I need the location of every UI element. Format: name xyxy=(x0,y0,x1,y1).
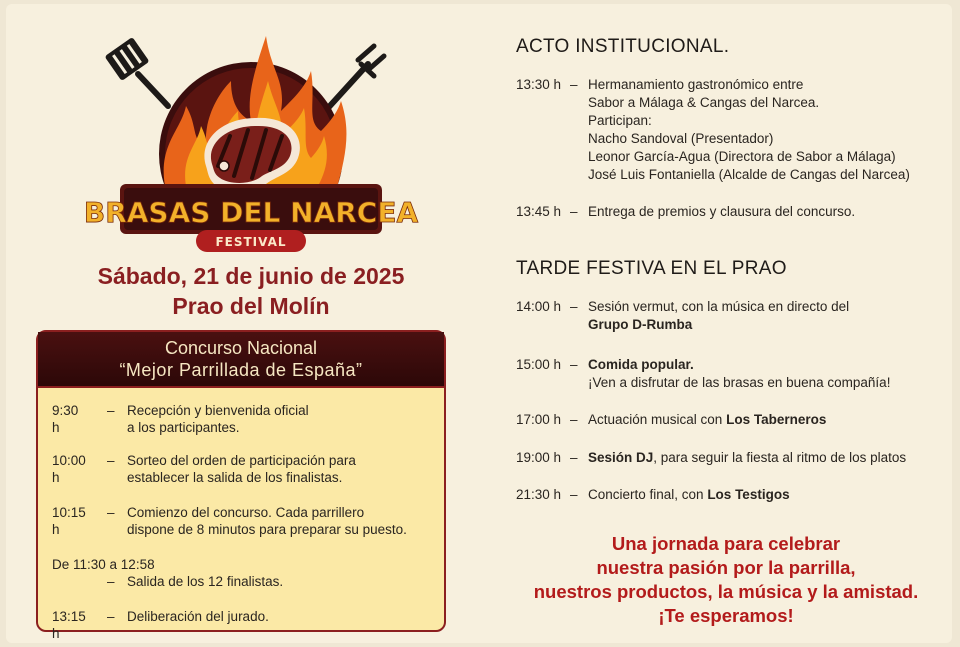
item-time: 13:30 h xyxy=(516,77,562,92)
item-dash: – xyxy=(570,77,578,92)
closing-line: nuestra pasión por la parrilla, xyxy=(596,557,856,578)
contest-title-line1: Concurso Nacional xyxy=(164,338,318,358)
item-text: Salida de los 12 finalistas. xyxy=(127,574,284,589)
item-time: 13:45 h xyxy=(516,204,562,219)
item-text: Comida popular. ¡Ven a disfrutar de las brasas en buena compañía! xyxy=(588,357,891,390)
item-dash: – xyxy=(107,574,115,589)
section-title-tarde: TARDE FESTIVA EN EL PRAO xyxy=(516,258,787,279)
item-time: 15:00 h xyxy=(516,357,562,372)
section-title-acto: ACTO INSTITUCIONAL. xyxy=(516,36,730,57)
closing-line: ¡Te esperamos! xyxy=(658,605,794,626)
item-text: Concierto final, con Los Testigos xyxy=(588,487,790,502)
item-time: 14:00 h xyxy=(516,299,562,314)
item-time: 17:00 h xyxy=(516,412,562,427)
contest-item xyxy=(52,556,432,592)
item-text: Deliberación del jurado. xyxy=(127,609,269,624)
item-dash: – xyxy=(107,453,115,468)
fork-icon xyxy=(328,46,384,108)
item-dash: – xyxy=(107,609,115,624)
item-time: 21:30 h xyxy=(516,487,562,502)
item-dash: – xyxy=(570,204,578,219)
festival-logo xyxy=(83,26,419,262)
closing-line: nuestros productos, la música y la amistad. xyxy=(533,581,919,602)
item-text: Hermanamiento gastronómico entre Sabor a Málaga & Cangas del Narcea. Participan: Nacho Sandoval (Presentador) Leonor García-Agua (Directora de Sabor a Málaga) José Luis Fontaniella (Alcalde de Cangas del Narcea) xyxy=(588,77,910,182)
contest-box xyxy=(36,330,446,641)
item-text: Entrega de premios y clausura del concurso. xyxy=(588,204,856,219)
contest-title-line2: “Mejor Parrillada de España” xyxy=(119,360,363,380)
event-place: Prao del Molín xyxy=(172,293,330,319)
item-time: 10:15 h xyxy=(52,505,86,537)
item-text: Recepción y bienvenida oficial a los participantes. xyxy=(127,403,309,435)
item-text: Sesión vermut, con la música en directo del Grupo D-Rumba xyxy=(588,299,850,332)
event-date: Sábado, 21 de junio de 2025 xyxy=(97,263,405,289)
closing-message xyxy=(506,532,946,628)
contest-header xyxy=(38,332,444,388)
poster xyxy=(6,4,952,643)
item-time: 9:30 h xyxy=(52,403,79,435)
item-text: Sorteo del orden de participación para establecer la salida de los finalistas. xyxy=(127,453,356,485)
logo-title: BRASAS DEL NARCEA xyxy=(83,196,419,229)
item-time: De 11:30 a 12:58 xyxy=(52,557,155,572)
item-dash: – xyxy=(570,299,578,314)
item-time: 13:15 h xyxy=(52,609,86,641)
item-text: Actuación musical con Los Taberneros xyxy=(588,412,827,427)
item-dash: – xyxy=(570,487,578,502)
item-time: 10:00 h xyxy=(52,453,86,485)
item-dash: – xyxy=(570,450,578,465)
item-dash: – xyxy=(107,505,115,520)
item-time: 19:00 h xyxy=(516,450,562,465)
item-text: Comienzo del concurso. Cada parrillero dispone de 8 minutos para preparar su puesto. xyxy=(127,505,407,537)
closing-line: Una jornada para celebrar xyxy=(611,533,841,554)
item-dash: – xyxy=(107,403,115,418)
item-dash: – xyxy=(570,357,578,372)
spatula-icon xyxy=(104,37,168,106)
item-dash: – xyxy=(570,412,578,427)
logo-subtitle: FESTIVAL xyxy=(215,235,287,249)
item-text: Sesión DJ, para seguir la fiesta al ritmo de los platos xyxy=(588,450,907,465)
